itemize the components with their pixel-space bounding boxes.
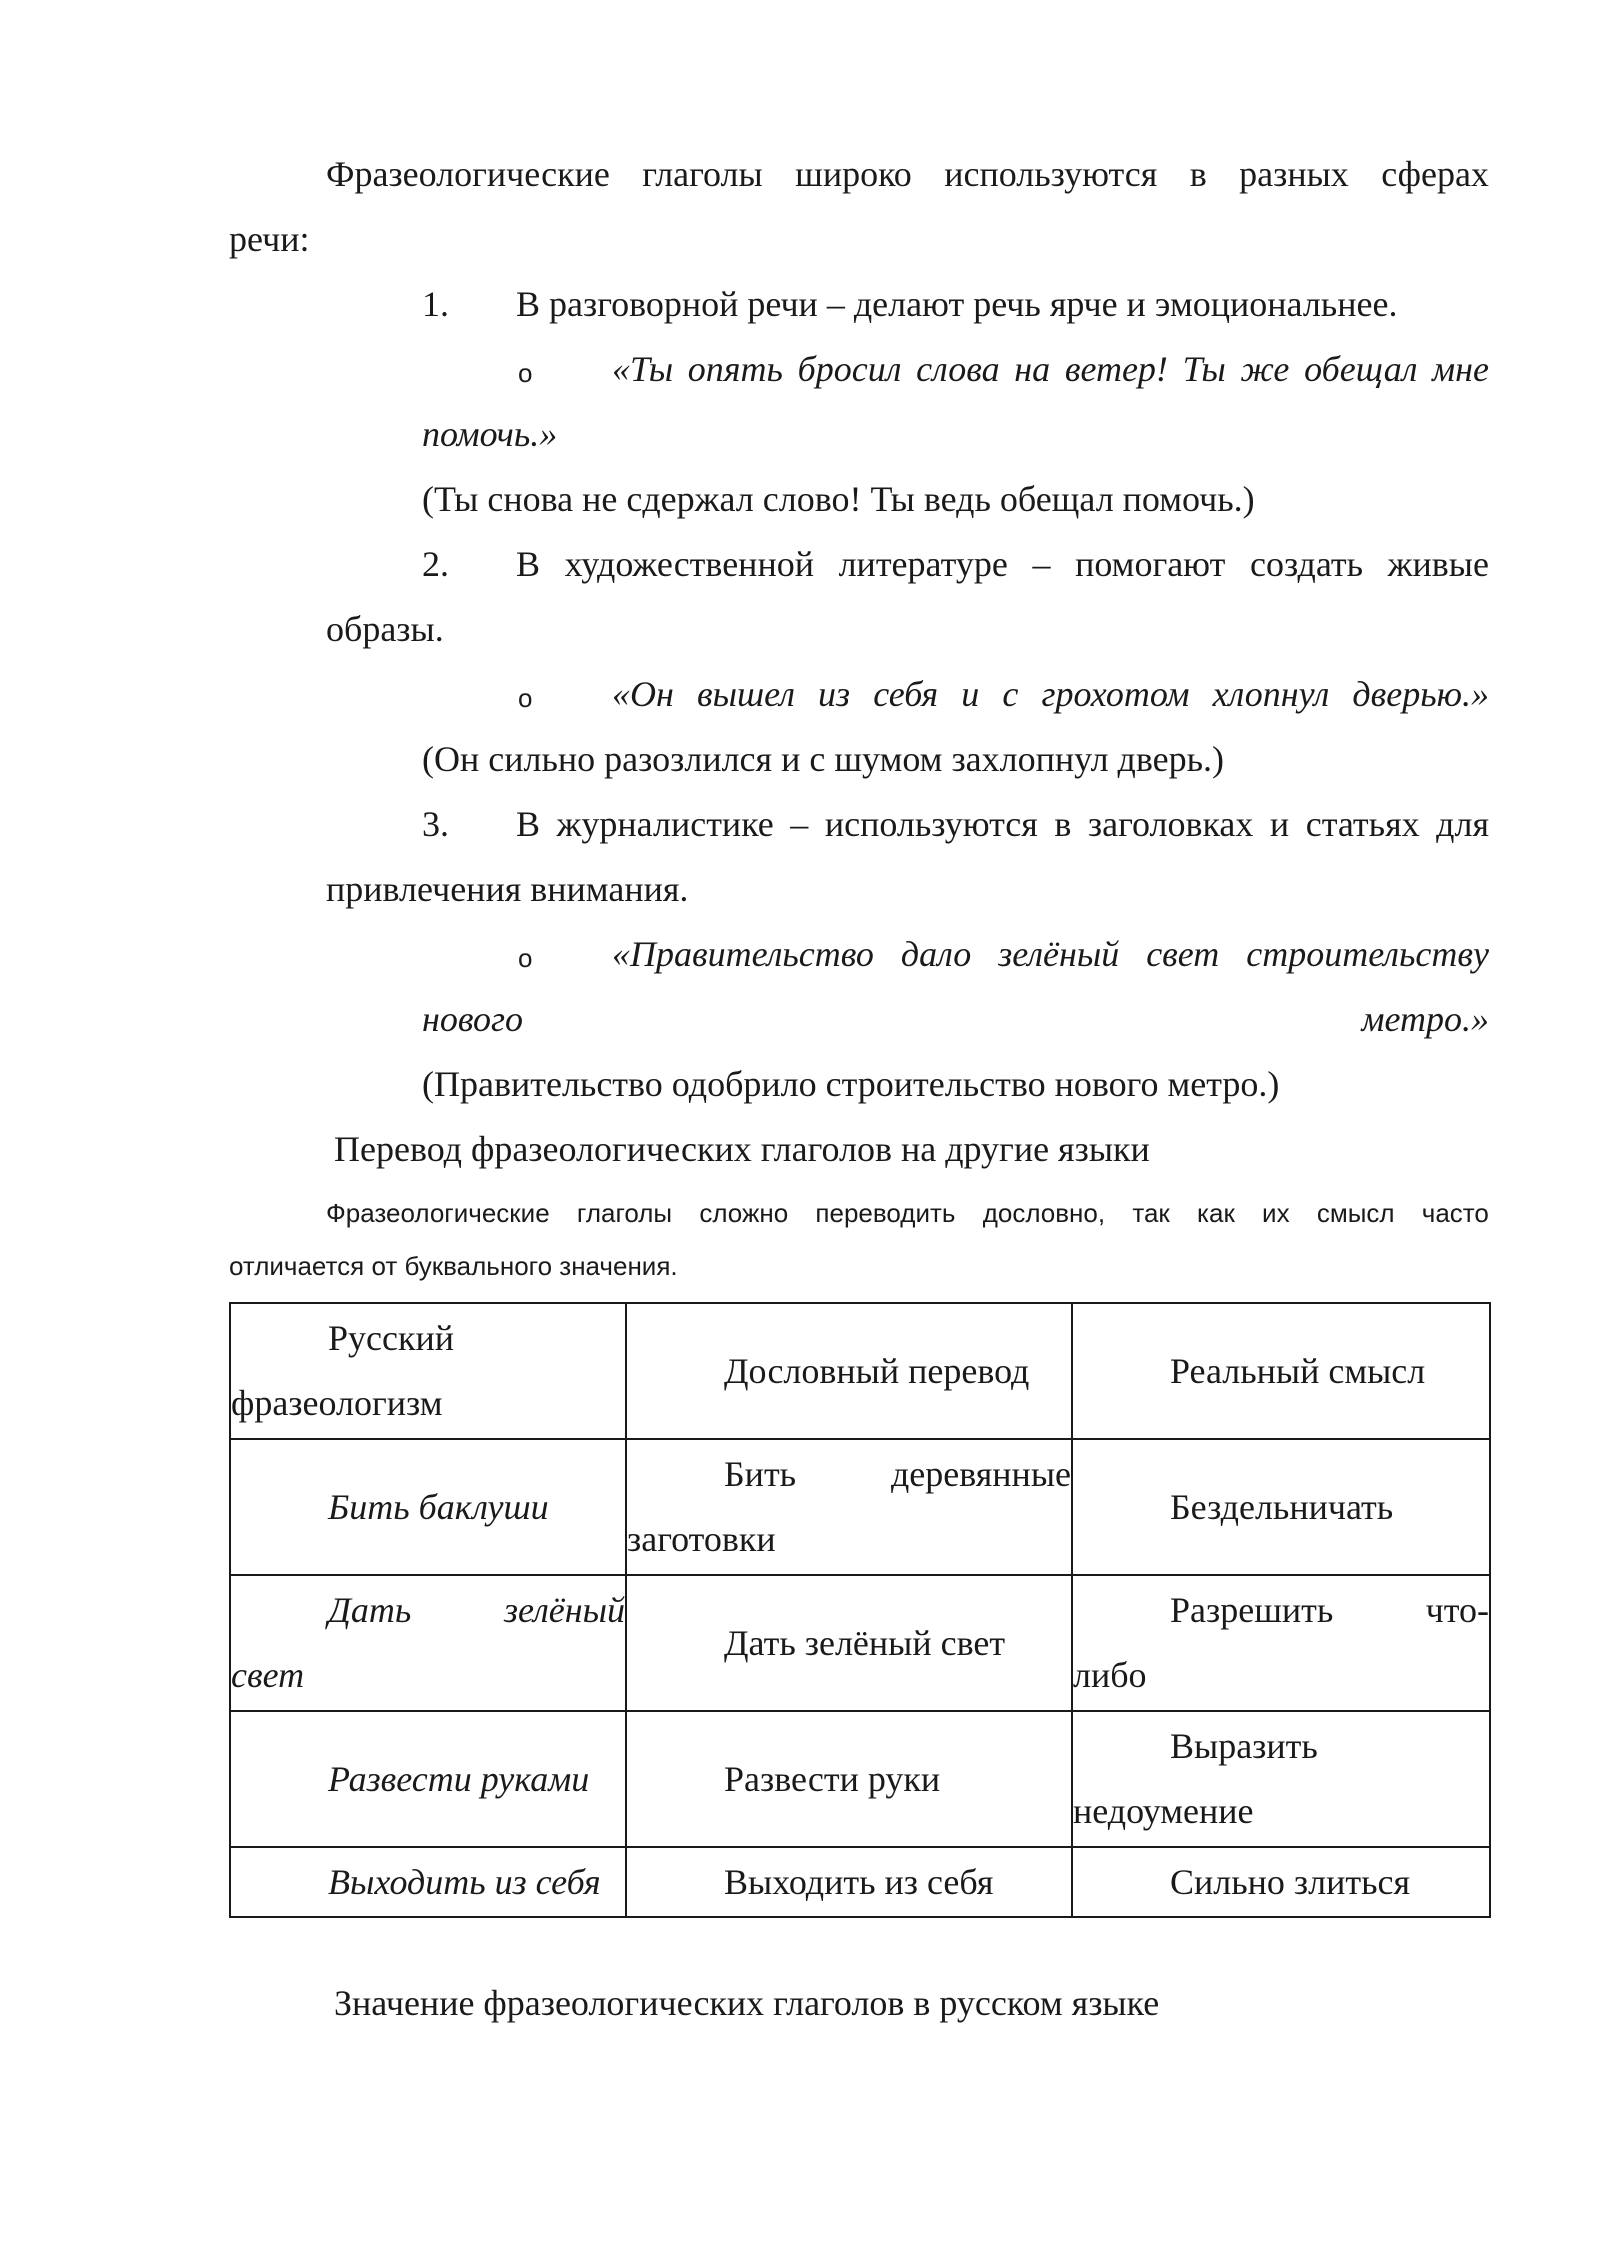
- table-cell: [1072, 1439, 1490, 1575]
- row-1-phrase: Бить баклуши: [328, 1486, 549, 1527]
- table-cell: [626, 1575, 1072, 1711]
- word: заголовках: [1087, 804, 1254, 844]
- row-1-literal-line-2: заготовки: [627, 1519, 776, 1559]
- word: Дать: [328, 1590, 412, 1630]
- word: вышел: [696, 674, 795, 714]
- word: «Правительство: [612, 934, 874, 974]
- word: ветер!: [1064, 349, 1168, 389]
- word: для: [1436, 804, 1489, 844]
- explanation-3: (Правительство одобрило строительство нового метро.): [422, 1064, 1280, 1104]
- bullet-icon: o: [518, 943, 533, 973]
- list-item-1-text: В разговорной речи – делают речь ярче и эмоциональнее.: [516, 284, 1398, 324]
- word: зелёный: [503, 1590, 625, 1630]
- list-number-2: 2.: [422, 544, 449, 584]
- row-4-meaning: Сильно злиться: [1170, 1861, 1411, 1902]
- table-row: [230, 1439, 1490, 1575]
- table-cell: [230, 1711, 626, 1847]
- word: Бить: [724, 1454, 797, 1494]
- table-cell: [1072, 1575, 1490, 1711]
- word: обещал: [1304, 349, 1418, 389]
- word: бросил: [797, 349, 902, 389]
- row-3-meaning-line-2: недоумение: [1073, 1791, 1254, 1831]
- word: широко: [795, 154, 912, 194]
- word: журналистике: [556, 804, 774, 844]
- word: их: [1262, 1198, 1290, 1228]
- header-cell-phrase: [230, 1303, 626, 1439]
- word: и: [961, 674, 980, 714]
- intro-line-2: речи:: [229, 219, 310, 259]
- table-row: [230, 1711, 1490, 1847]
- table-row: [230, 1575, 1490, 1711]
- table-cell: [1072, 1711, 1490, 1847]
- word: часто: [1421, 1198, 1489, 1228]
- example-3-line-1: [612, 931, 1489, 977]
- example-2-line-1: [612, 671, 1489, 717]
- header-cell-meaning: [1072, 1303, 1490, 1439]
- word: помогают: [1075, 544, 1226, 584]
- word: зелёный: [998, 934, 1120, 974]
- row-2-meaning-line-2: либо: [1073, 1655, 1147, 1695]
- row-1-literal-line-1: [627, 1442, 1071, 1507]
- row-3-literal: Развести руки: [724, 1758, 941, 1799]
- word: в: [1054, 804, 1072, 844]
- word: с: [1002, 674, 1019, 714]
- header-literal: Дословный перевод: [724, 1350, 1030, 1391]
- word: Разрешить: [1170, 1590, 1334, 1630]
- translation-para-line-1: [326, 1193, 1489, 1233]
- word: статьях: [1305, 804, 1420, 844]
- row-2-meaning-line-1: [1073, 1578, 1489, 1643]
- word: В: [516, 804, 541, 844]
- header-phrase-line-1: Русский: [328, 1318, 454, 1358]
- phraseology-table: [229, 1302, 1491, 1918]
- word: слова: [916, 349, 1000, 389]
- section-heading-translation: Перевод фразеологических глаголов на другие языки: [334, 1129, 1150, 1169]
- word: смысл: [1316, 1198, 1395, 1228]
- word: сферах: [1381, 154, 1489, 194]
- row-1-meaning: Бездельничать: [1170, 1486, 1394, 1527]
- table-cell: [1072, 1847, 1490, 1917]
- row-3-meaning-line-1: Выразить: [1170, 1726, 1318, 1766]
- word: используются: [944, 154, 1158, 194]
- word: –: [790, 804, 809, 844]
- word: как: [1197, 1198, 1235, 1228]
- table-cell: [626, 1711, 1072, 1847]
- row-3-phrase: Развести руками: [328, 1758, 590, 1799]
- word: метро.»: [1361, 999, 1489, 1039]
- word: деревянные: [890, 1454, 1071, 1494]
- word: и: [1269, 804, 1290, 844]
- intro-line-1: [326, 151, 1489, 197]
- word: художественной: [564, 544, 814, 584]
- row-2-literal: Дать зелёный свет: [724, 1622, 1006, 1663]
- translation-para-line-2: отличается от буквального значения.: [229, 1251, 678, 1281]
- row-2-phrase-line-2: свет: [231, 1655, 305, 1695]
- list-item-3-line-2: привлечения внимания.: [326, 869, 689, 909]
- table-row: [230, 1847, 1490, 1917]
- example-1-line-2: помочь.»: [422, 414, 558, 454]
- list-item-3-line-1: [516, 801, 1489, 847]
- table-cell: [626, 1439, 1072, 1575]
- word: грохотом: [1041, 674, 1190, 714]
- word: Фразеологические: [326, 154, 610, 194]
- bullet-icon: o: [518, 358, 533, 388]
- word: «Ты: [612, 349, 674, 389]
- word: хлопнул: [1212, 674, 1330, 714]
- word: переводить: [815, 1198, 956, 1228]
- table-cell: [230, 1575, 626, 1711]
- word: дверью.»: [1352, 674, 1489, 714]
- word: из: [818, 674, 851, 714]
- list-number-1: 1.: [422, 284, 449, 324]
- section-heading-meaning: Значение фразеологических глаголов в русском языке: [334, 1983, 1160, 2023]
- word: Ты: [1182, 349, 1226, 389]
- word: создать: [1249, 544, 1364, 584]
- word: же: [1240, 349, 1290, 389]
- header-phrase-line-2: фразеологизм: [231, 1383, 443, 1423]
- word: глаголы: [642, 154, 763, 194]
- header-meaning: Реальный смысл: [1170, 1350, 1426, 1391]
- header-cell-literal: [626, 1303, 1072, 1439]
- table-cell: [230, 1439, 626, 1575]
- word: так: [1132, 1198, 1170, 1228]
- word: живые: [1387, 544, 1489, 584]
- word: «Он: [612, 674, 674, 714]
- word: дало: [900, 934, 972, 974]
- row-4-phrase: Выходить из себя: [328, 1861, 601, 1902]
- table-cell: [230, 1847, 626, 1917]
- table-cell: [626, 1847, 1072, 1917]
- word: используются: [824, 804, 1038, 844]
- explanation-2: (Он сильно разозлился и с шумом захлопнул дверь.): [422, 739, 1225, 779]
- list-number-3: 3.: [422, 804, 449, 844]
- word: В: [516, 544, 541, 584]
- word: Фразеологические: [326, 1198, 550, 1228]
- word: что-: [1425, 1590, 1489, 1630]
- bullet-icon: o: [518, 683, 533, 713]
- word: строительству: [1246, 934, 1489, 974]
- list-item-2-line-2: образы.: [326, 609, 444, 649]
- word: –: [1032, 544, 1051, 584]
- word: дословно,: [982, 1198, 1106, 1228]
- word: литературе: [838, 544, 1008, 584]
- word: сложно: [699, 1198, 789, 1228]
- word: в: [1189, 154, 1207, 194]
- word: себя: [873, 674, 939, 714]
- explanation-1: (Ты снова не сдержал слово! Ты ведь обещал помочь.): [422, 479, 1255, 519]
- example-3-line-2: [422, 996, 1489, 1042]
- word: свет: [1146, 934, 1220, 974]
- row-2-phrase-line-1: [231, 1578, 625, 1643]
- table-header-row: [230, 1303, 1490, 1439]
- example-1-line-1: [612, 346, 1489, 392]
- list-item-2-line-1: [516, 541, 1489, 587]
- word: опять: [687, 349, 783, 389]
- word: нового: [422, 999, 524, 1039]
- word: мне: [1432, 349, 1489, 389]
- word: на: [1014, 349, 1051, 389]
- word: разных: [1239, 154, 1349, 194]
- word: глаголы: [576, 1198, 673, 1228]
- row-4-literal: Выходить из себя: [724, 1861, 994, 1902]
